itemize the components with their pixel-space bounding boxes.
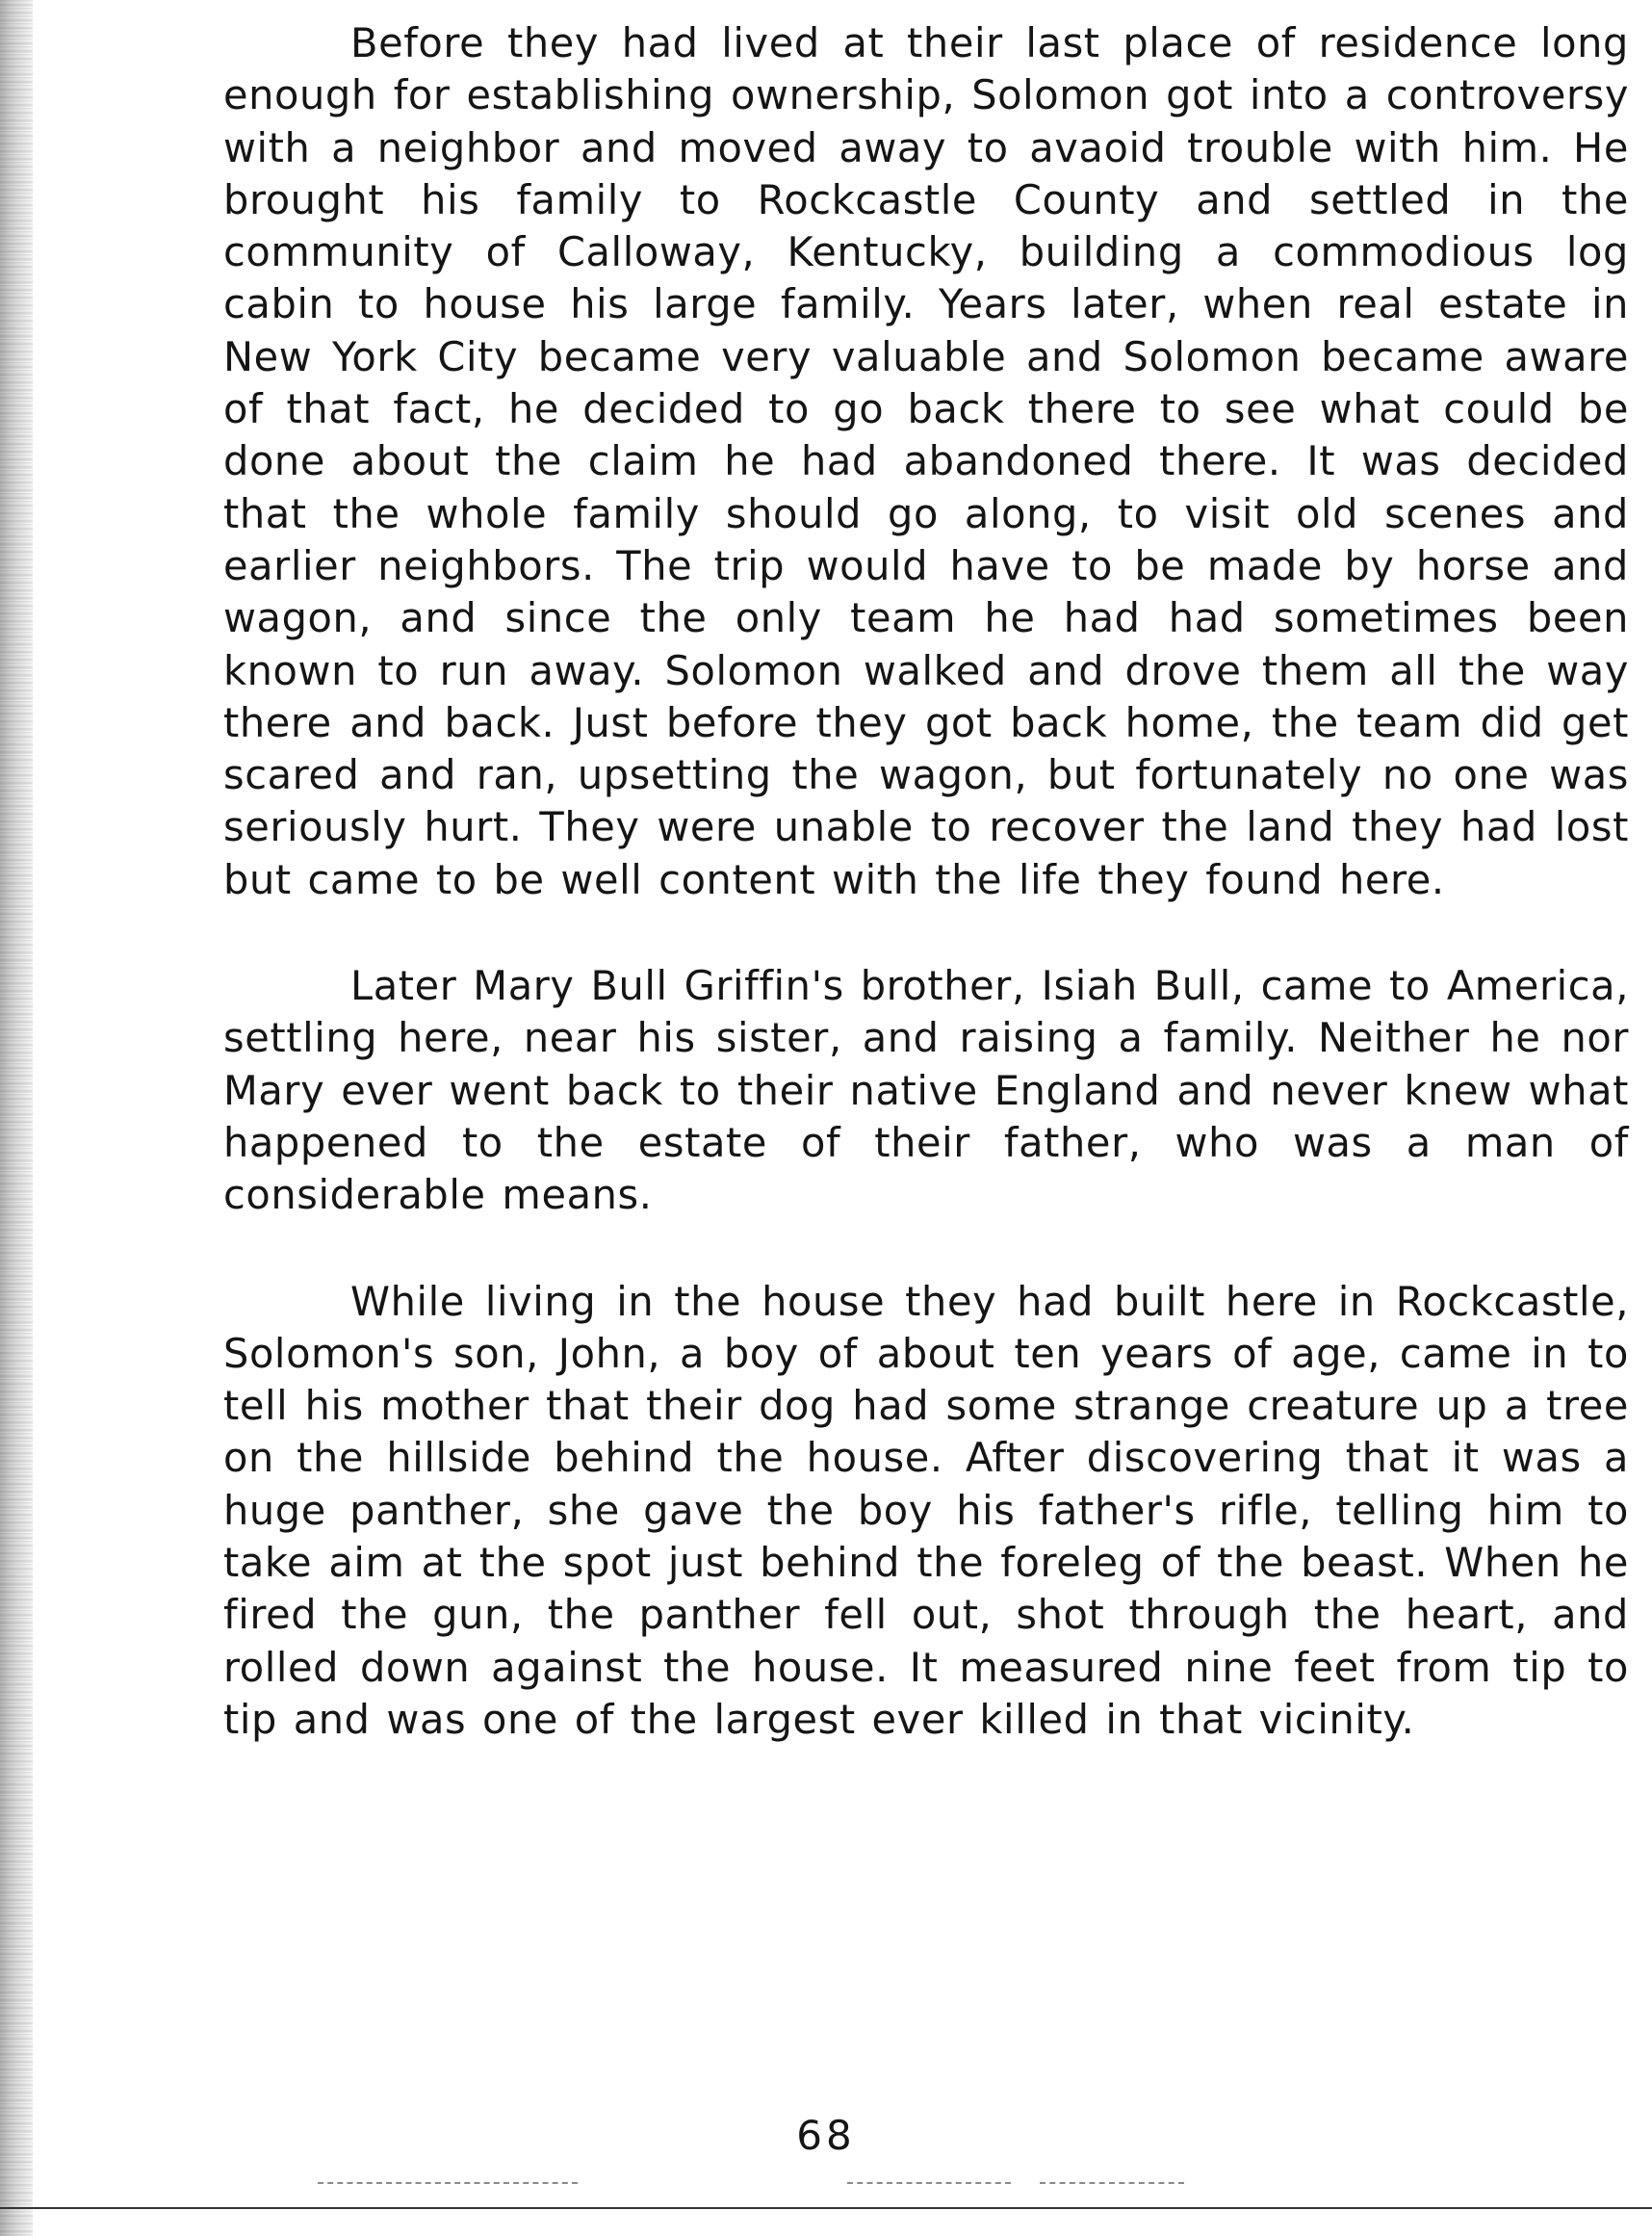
scan-dash-rule-middle — [847, 2182, 1011, 2184]
page-number: 68 — [796, 2112, 856, 2159]
scan-edge-shadow — [0, 0, 33, 2236]
scan-dash-rule-right — [1040, 2182, 1184, 2184]
scan-bottom-rule — [0, 2207, 1652, 2209]
paragraph-solomon-move: Before they had lived at their last place of residence long enough for establishing ownership, Solomon got into a controversy with a neighbor and moved away to avaoid trouble with him. He brought his family to Rockcastle County and settled in the community of Calloway, Kentucky, building a commodious log cabin to house his large family. Years later, when real estate in New York City became very valuable and Solomon became aware of that fact, he decided to go back there to see what could be done about the claim he had abandoned there. It was decided that the whole family should go along, to visit old scenes and earlier neighbors. The trip would have to be made by horse and wagon, and since the only team he had had sometimes been known to run away. Solomon walked and drove them all the way there and back. Just before they got back home, the team did get scared and ran, upsetting the wagon, but fortunately no one was seriously hurt. They were unable to recover the land they had lost but came to be well content with the life they found here. — [223, 19, 1629, 903]
scan-dash-rule-left — [318, 2182, 578, 2184]
document-page — [223, 17, 1629, 1746]
paragraph-panther: While living in the house they had built here in Rockcastle, Solomon's son, John, a boy of about ten years of age, came in to tell his mother that their dog had some strange creature up a tree on the hillside behind the house. After discovering that it was a huge panther, she gave the boy his father's rifle, telling him to take aim at the spot just behind the foreleg of the beast. When he fired the gun, the panther fell out, shot through the heart, and rolled down against the house. It measured nine feet from tip to tip and was one of the largest ever killed in that vicinity. — [223, 1277, 1629, 1743]
paragraph-isiah-bull: Later Mary Bull Griffin's brother, Isiah Bull, came to America, settling here, near his sister, and raising a family. Neither he nor Mary ever went back to their native England and never knew what happened to the estate of their father, who was a man of considerable means. — [223, 962, 1629, 1219]
